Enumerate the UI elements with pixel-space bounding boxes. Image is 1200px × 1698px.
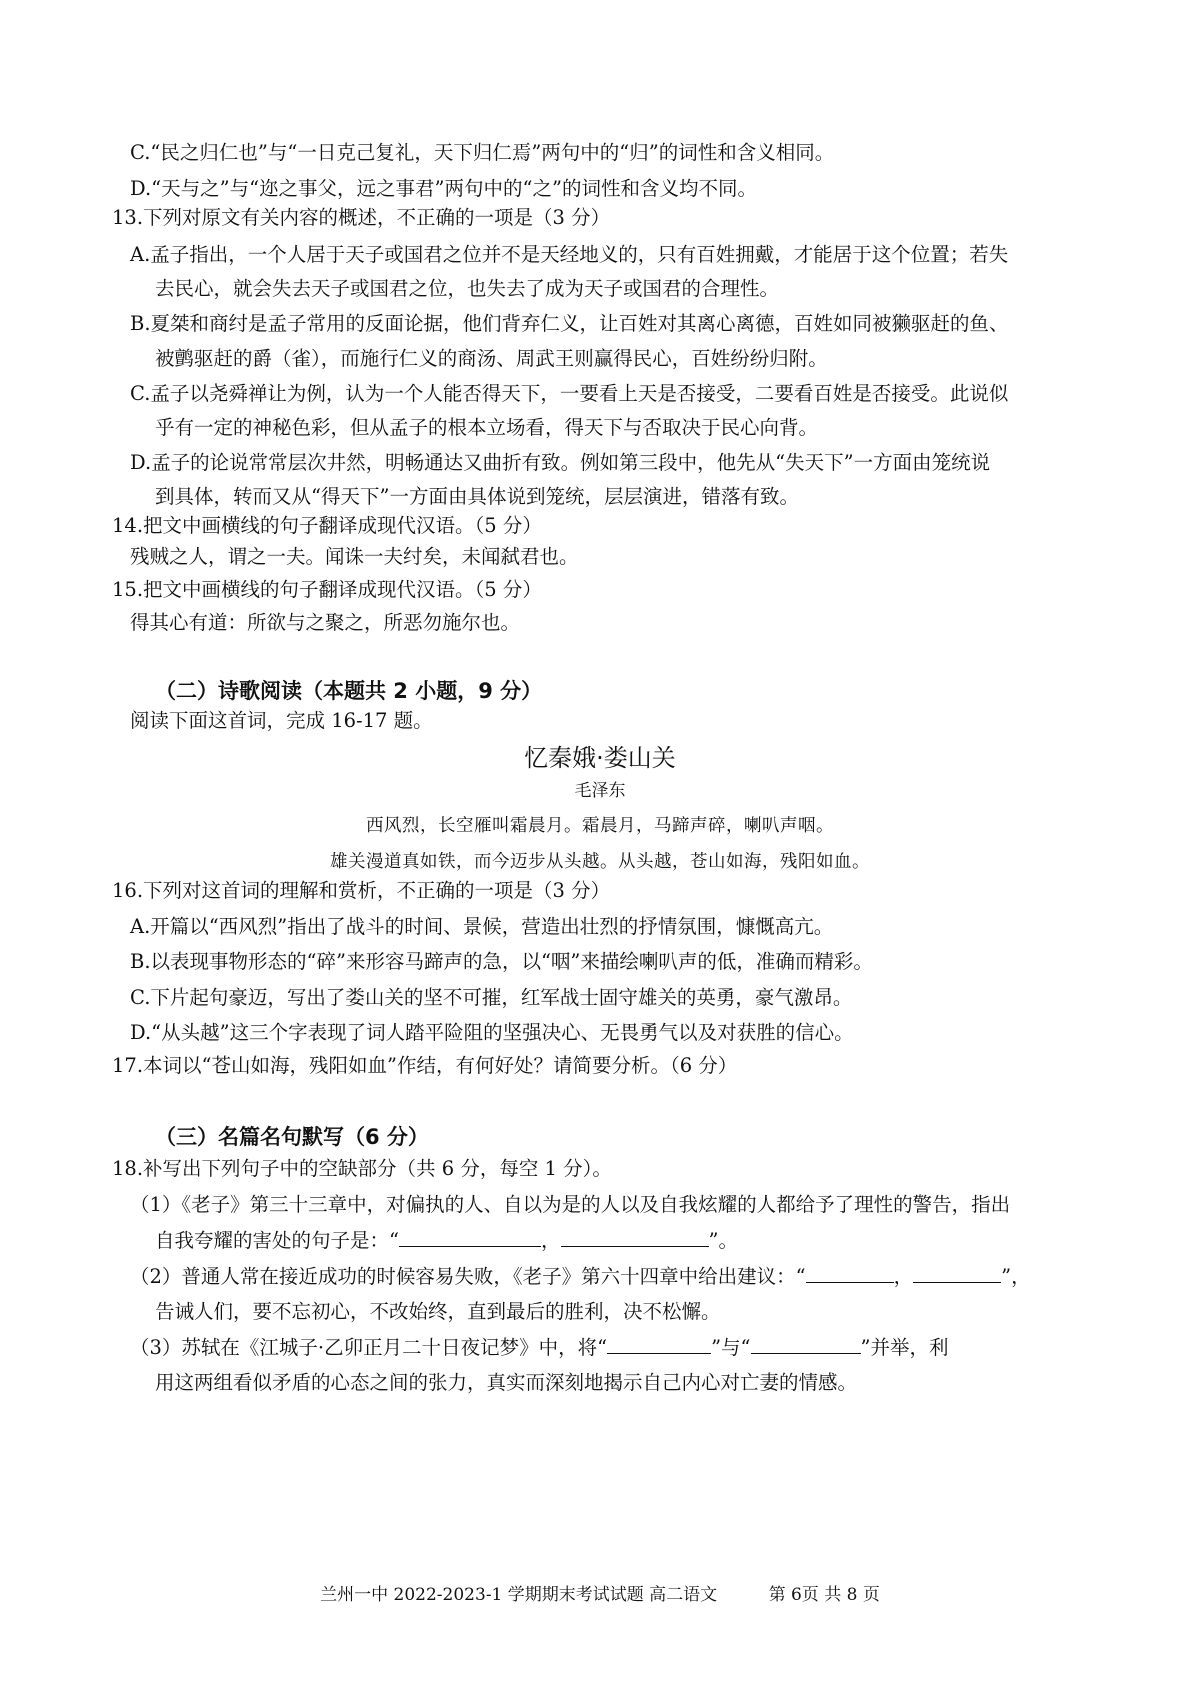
- answer-blank-2[interactable]: [561, 1228, 709, 1247]
- option-b-q13: B.夏桀和商纣是孟子常用的反面论据，他们背弃仁义，让百姓对其离心离德，百姓如同被獭驱赶的鱼、: [130, 312, 1009, 335]
- option-d-q12: D.“天与之”与“迩之事父，远之事君”两句中的“之”的词性和含义均不同。: [130, 177, 757, 200]
- question-18-3-text: （3）苏轼在《江城子·乙卯正月二十日夜记梦》中，将“: [130, 1336, 608, 1359]
- question-18-2-cont: 告诫人们，要不忘初心，不改始终，直到最后的胜利，决不松懈。: [155, 1300, 721, 1323]
- question-13: 13.下列对原文有关内容的概述，不正确的一项是（3 分）: [112, 206, 611, 229]
- answer-blank-4[interactable]: [913, 1264, 1001, 1283]
- comma-separator: ，: [540, 1229, 561, 1252]
- poem-author: 毛泽东: [574, 781, 626, 801]
- quote-separator: ”与“: [711, 1336, 751, 1359]
- poem-title: 忆秦娥·娄山关: [524, 744, 676, 772]
- page-number: 第 6页 共 8 页: [768, 1585, 880, 1605]
- question-17: 17.本词以“苍山如海，残阳如血”作结，有何好处？请简要分析。（6 分）: [112, 1054, 738, 1077]
- exam-title: 兰州一中 2022-2023-1 学期期末考试试题 高二语文: [320, 1585, 718, 1605]
- answer-blank-5[interactable]: [607, 1335, 711, 1354]
- question-15: 15.把文中画横线的句子翻译成现代汉语。（5 分）: [112, 578, 542, 601]
- option-b-q16: B.以表现事物形态的“碎”来形容马蹄声的急，以“咽”来描绘喇叭声的低，准确而精彩。: [130, 950, 873, 973]
- option-a-q13: A.孟子指出，一个人居于天子或国君之位并不是天经地义的，只有百姓拥戴，才能居于这个位置；若失: [130, 243, 1009, 266]
- question-18-3: [130, 1335, 949, 1361]
- closing-quote: ”，: [1001, 1265, 1031, 1288]
- answer-blank-6[interactable]: [751, 1335, 861, 1354]
- option-d-q13: D.孟子的论说常常层次井然，明畅通达又曲折有致。例如第三段中，他先从“失天下”一方面由笼统说: [130, 451, 991, 474]
- question-18-1: （1）《老子》第三十三章中，对偏执的人、自以为是的人以及自我炫耀的人都给予了理性的警告，指出: [130, 1193, 1011, 1216]
- answer-prompt: 自我夸耀的害处的句子是：“: [155, 1229, 399, 1252]
- option-d-q13-cont: 到具体，转而又从“得天下”一方面由具体说到笼统，层层演进，错落有致。: [155, 485, 799, 508]
- question-18: 18.补写出下列句子中的空缺部分（共 6 分，每空 1 分）。: [112, 1157, 612, 1180]
- question-16: 16.下列对这首词的理解和赏析，不正确的一项是（3 分）: [112, 879, 611, 902]
- option-a-q13-cont: 去民心，就会失去天子或国君之位，也失去了成为天子或国君的合理性。: [155, 277, 780, 300]
- question-14-text: 残贼之人，谓之一夫。闻诛一夫纣矣，未闻弑君也。: [130, 545, 579, 568]
- question-15-text: 得其心有道：所欲与之聚之，所恶勿施尔也。: [130, 611, 521, 634]
- comma-separator: ，: [893, 1265, 914, 1288]
- closing-quote: ”并举，利: [860, 1336, 949, 1359]
- question-18-1-answer-line: [155, 1228, 738, 1254]
- poetry-instruction: 阅读下面这首词，完成 16-17 题。: [130, 709, 433, 732]
- answer-blank-1[interactable]: [399, 1228, 541, 1247]
- option-c-q16: C.下片起句豪迈，写出了娄山关的坚不可摧，红军战士固守雄关的英勇，豪气激昂。: [130, 986, 853, 1009]
- section-poetry-heading: （二）诗歌阅读（本题共 2 小题，9 分）: [155, 679, 543, 703]
- poem-line-2: 雄关漫道真如铁，而今迈步从头越。从头越，苍山如海，残阳如血。: [330, 852, 870, 872]
- option-d-q16: D.“从头越”这三个字表现了词人踏平险阻的坚强决心、无畏勇气以及对获胜的信心。: [130, 1021, 854, 1044]
- question-18-3-cont: 用这两组看似矛盾的心态之间的张力，真实而深刻地揭示自己内心对亡妻的情感。: [155, 1371, 858, 1394]
- option-a-q16: A.开篇以“西风烈”指出了战斗的时间、景候，营造出壮烈的抒情氛围，慷慨高亢。: [130, 915, 834, 938]
- option-b-q13-cont: 被鹯驱赶的爵（雀），而施行仁义的商汤、周武王则赢得民心，百姓纷纷归附。: [155, 347, 828, 370]
- option-c-q13-cont: 乎有一定的神秘色彩，但从孟子的根本立场看，得天下与否取决于民心向背。: [155, 416, 819, 439]
- page-footer: [0, 1580, 1200, 1605]
- section-recitation-heading: （三）名篇名句默写（6 分）: [155, 1125, 429, 1149]
- question-18-2-text: （2）普通人常在接近成功的时候容易失败，《老子》第六十四章中给出建议：“: [130, 1265, 806, 1288]
- question-14: 14.把文中画横线的句子翻译成现代汉语。（5 分）: [112, 514, 542, 537]
- poem-line-1: 西风烈，长空雁叫霜晨月。霜晨月，马蹄声碎，喇叭声咽。: [366, 816, 834, 836]
- question-18-2: [130, 1264, 1031, 1290]
- option-c-q12: C.“民之归仁也”与“一日克己复礼，天下归仁焉”两句中的“归”的词性和含义相同。: [130, 141, 835, 164]
- answer-blank-3[interactable]: [806, 1264, 894, 1283]
- option-c-q13: C.孟子以尧舜禅让为例，认为一个人能否得天下，一要看上天是否接受，二要看百姓是否接受。此说似: [130, 382, 1009, 405]
- closing-quote: ”。: [708, 1229, 738, 1252]
